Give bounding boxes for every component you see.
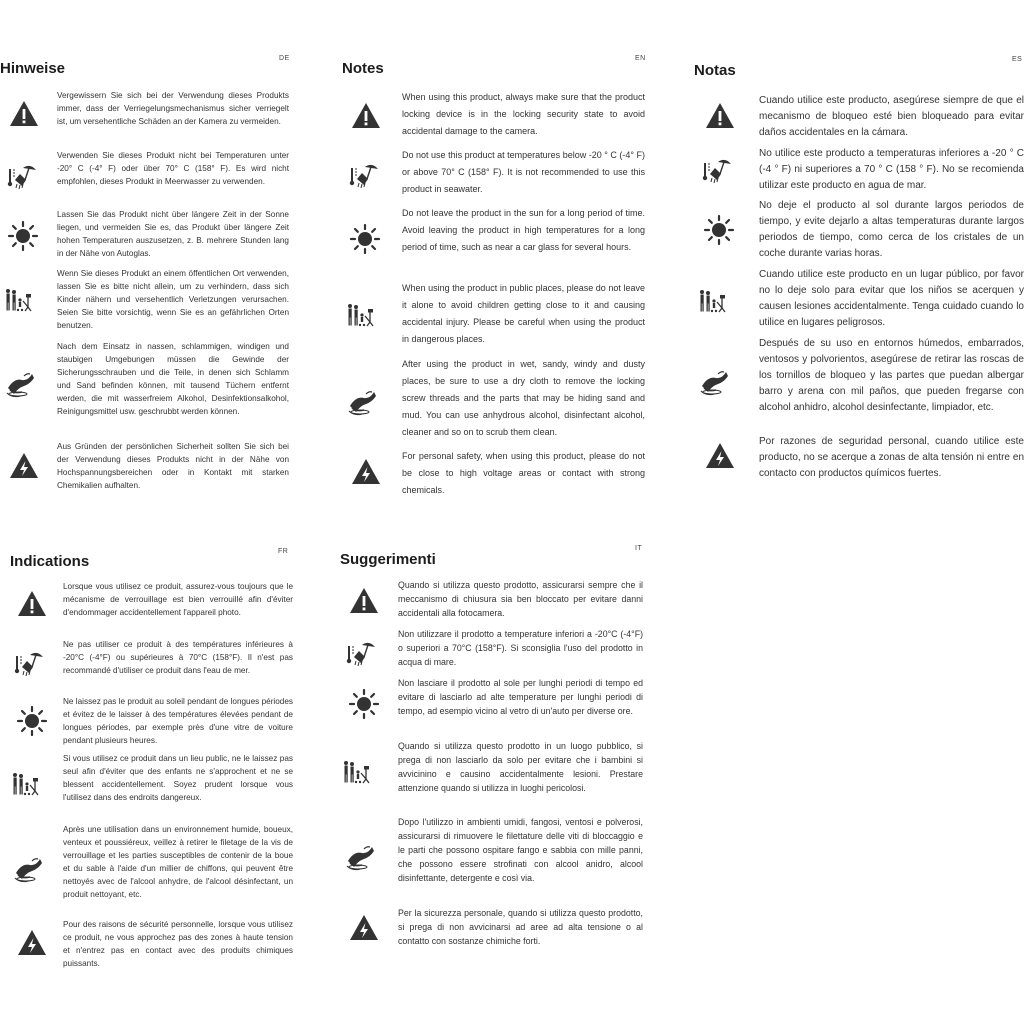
note-text: Después de su uso en entornos húmedos, embarrados, ventosos y polvorientos, asegúrese de retirar las roscas de los tornillos de bloqueo y las partes que puedan albergar barro y arena con mil paños, que pueden fregarse con alcohol anhidro, alcohol desinfectante, limpiador, etc. <box>759 338 1024 413</box>
people-icon <box>11 767 43 799</box>
note-text: When using the product in public places, please do not leave it alone to avoid children getting close to it and causing accidental injury. Please be careful when using the product in dangerous places. <box>402 283 645 344</box>
high-voltage-icon <box>704 440 736 472</box>
note-text: Per la sicurezza personale, quando si utilizza questo prodotto, si prega di non avvicinarsi ad aree ad alta tensione o al contatto con sostanze chimiche forti. <box>398 908 643 946</box>
note-text: Ne laissez pas le produit au soleil pendant de longues périodes et évitez de le laisser à des températures élevées pendant de longues périodes, par exemple près d'une vitre de voiture pendant plusieurs heures. <box>63 697 293 745</box>
high-voltage-icon <box>350 456 382 488</box>
high-voltage-icon <box>16 927 48 959</box>
note-text: Cuando utilice este producto en un lugar público, por favor no lo deje solo para evitar que los niños se acerquen y causen lesiones accidentalmente. Tenga cuidado cuando lo utilice en lugares peligrosos. <box>759 269 1024 328</box>
panel-fr <box>8 545 303 985</box>
temperature-icon <box>348 159 380 191</box>
people-icon <box>346 298 378 330</box>
panel-title-de: Hinweise <box>0 60 66 77</box>
people-icon <box>342 755 374 787</box>
note-text: Non utilizzare il prodotto a temperature inferiori a -20°C (-4°F) o superiori a 70°C (158°F). Si sconsiglia l'uso del prodotto in acqua di mare. <box>398 629 643 667</box>
temperature-icon <box>701 154 733 186</box>
high-voltage-icon <box>348 912 380 944</box>
note-text: Dopo l'utilizzo in ambienti umidi, fangosi, ventosi e polverosi, assicurarsi di rimuovere le filettature delle viti di bloccaggio e le parti che possono ospitare fango e sabbia con mille panni, che possono essere strofinati con alcool anidro, alcool disinfettante, detergente e così via. <box>398 817 643 883</box>
note-text: Ne pas utiliser ce produit à des températures inférieures à -20°C (-4°F) ou supérieures à 70°C (158°F). Il n'est pas recommandé d'utiliser ce produit dans l'eau de mer. <box>63 640 293 675</box>
note-text: Non lasciare il prodotto al sole per lunghi periodi di tempo ed evitare di lasciarlo ad alte temperature per lunghi periodi di tempo, ad esempio vicino al vetro di un'auto per diverse ore. <box>398 678 643 716</box>
panel-it <box>340 545 650 965</box>
cleaning-icon <box>698 366 730 398</box>
warning-icon <box>348 585 380 617</box>
people-icon <box>698 284 730 316</box>
lang-code-de: DE <box>279 55 290 62</box>
temperature-icon <box>345 637 377 669</box>
note-text: Quando si utilizza questo prodotto, assicurarsi sempre che il meccanismo di chiusura sia ben bloccato per evitare danni accidentali alla fotocamera. <box>398 580 643 618</box>
temperature-icon <box>13 647 45 679</box>
note-text: Pour des raisons de sécurité personnelle, lorsque vous utilisez ce produit, ne vous approchez pas des zones à haute tension et n'entrez pas en contact avec des produits chimiques puissants. <box>63 920 293 968</box>
cleaning-icon <box>4 368 36 400</box>
note-text: For personal safety, when using this product, please do not be close to high voltage areas or contact with strong chemicals. <box>402 451 645 495</box>
note-text: Do not leave the product in the sun for a long period of time. Avoid leaving the product in high temperatures for a long period of time, such as near a car glass for several hours. <box>402 208 645 252</box>
sun-icon <box>16 705 48 737</box>
lang-code-en: EN <box>635 55 646 62</box>
note-text: Vergewissern Sie sich bei der Verwendung dieses Produkts immer, dass der Verriegelungsmechanismus sicher verriegelt ist, um versehentliche Schäden an der Kamera zu vermeiden. <box>57 91 289 126</box>
note-text: When using this product, always make sure that the product locking device is in the locking security state to avoid accidental damage to the camera. <box>402 92 645 136</box>
sun-icon <box>7 220 39 252</box>
lang-code-it: IT <box>635 545 643 552</box>
cleaning-icon <box>344 841 376 873</box>
warning-icon <box>704 100 736 132</box>
high-voltage-icon <box>8 450 40 482</box>
note-text: Lassen Sie das Produkt nicht über längere Zeit in der Sonne liegen, und vermeiden Sie es, das Produkt über längere Zeit hohen Temperaturen auszusetzen, z. B. mehrere Stunden lang in der Nähe von Autoglas. <box>57 210 289 258</box>
note-text: Por razones de seguridad personal, cuando utilice este producto, no se acerque a zonas de alta tensión ni entre en contacto con productos químicos fuertes. <box>759 436 1024 479</box>
note-text: Verwenden Sie dieses Produkt nicht bei Temperaturen unter -20° C (-4° F) oder über 70° C (158° F). Es wird nicht empfohlen, dieses Produkt in Meerwasser zu verwenden. <box>57 151 289 186</box>
temperature-icon <box>6 160 38 192</box>
note-text: No deje el producto al sol durante largos periodos de tiempo, y evite dejarlo a altas temperaturas durante largos periodos de tiempo, como cerca de los cristales de un coche durante varias horas. <box>759 200 1024 259</box>
note-text: Après une utilisation dans un environnement humide, boueux, venteux et poussiéreux, veillez à retirer le filetage de la vis de verrouillage et les parties susceptibles de contenir de la boue et du sable à l'aide d'un millier de chiffons, qui peuvent être nettoyés avec de l'alcool anhydre, de l'alcool désinfectant, un produit nettoyant, etc. <box>63 825 293 899</box>
panel-title-it: Suggerimenti <box>340 551 436 568</box>
panel-es <box>694 50 1024 510</box>
note-text: Lorsque vous utilisez ce produit, assurez-vous toujours que le mécanisme de verrouillage est bien verrouillé afin d'éviter d'endommager accidentellement l'appareil photo. <box>63 582 293 617</box>
cleaning-icon <box>12 853 44 885</box>
lang-code-fr: FR <box>278 548 289 555</box>
note-text: Nach dem Einsatz in nassen, schlammigen, windigen und staubigen Umgebungen müssen die Gewinde der Sicherungsschrauben und die Teile, in denen sich Schlamm und Sand befinden können, mit tausend Tüchern entfernt werden, die mit wasserfreiem Alkohol, Desinfektionsalkohol, Reinigungsmittel usw. geschrubbt werden können. <box>57 342 289 416</box>
note-text: After using the product in wet, sandy, windy and dusty places, be sure to use a dry cloth to remove the locking screw threads and the parts that may be hiding sand and mud. You can use anhydrous alcohol, disinfectant alcohol, cleaner and so on to scrub them clean. <box>402 359 645 437</box>
note-text: Do not use this product at temperatures below -20 ° C (-4° F) or above 70° C (158° F). It is not recommended to use this product in seawater. <box>402 150 645 194</box>
note-text: Quando si utilizza questo prodotto in un luogo pubblico, si prega di non lasciarlo da solo per evitare che i bambini si avvicinino e causino accidentalmente lesioni. Prestare attenzione quando si utilizza in luoghi pericolosi. <box>398 741 643 793</box>
people-icon <box>4 283 36 315</box>
panel-title-es: Notas <box>694 62 736 79</box>
panel-title-fr: Indications <box>10 553 90 570</box>
panel-title-en: Notes <box>342 60 384 77</box>
warning-icon <box>16 588 48 620</box>
sun-icon <box>348 688 380 720</box>
sun-icon <box>349 223 381 255</box>
warning-icon <box>350 100 382 132</box>
cleaning-icon <box>346 386 378 418</box>
lang-code-es: ES <box>1012 56 1023 63</box>
note-text: Aus Gründen der persönlichen Sicherheit sollten Sie sich bei der Verwendung dieses Produkts nicht in der Nähe von Hochspannungsbereichen oder in Kontakt mit starken Chemikalien aufhalten. <box>57 442 289 490</box>
note-text: No utilice este producto a temperaturas inferiores a -20 ° C (-4 ° F) ni superiores a 70 ° C (158 ° F). No se recomienda utilizar este producto en agua de mar. <box>759 148 1024 191</box>
note-text: Wenn Sie dieses Produkt an einem öffentlichen Ort verwenden, lassen Sie es bitte nicht allein, um zu verhindern, dass sich Kinder nähern und versehentlich Verletzungen verursachen. Seien Sie bitte vorsichtig, wenn Sie es an gefährlichen Orten benutzen. <box>57 269 289 330</box>
panel-en <box>342 50 652 510</box>
warning-icon <box>8 98 40 130</box>
note-text: Si vous utilisez ce produit dans un lieu public, ne le laissez pas seul afin d'éviter que des enfants ne s'approchent et ne se blessent accidentellement. Soyez prudent lorsque vous l'utilisez dans des endroits dangereux. <box>63 754 293 802</box>
sun-icon <box>703 214 735 246</box>
panel-de <box>0 50 295 510</box>
note-text: Cuando utilice este producto, asegúrese siempre de que el mecanismo de bloqueo esté bien bloqueado para evitar daños accidentales en la cámara. <box>759 95 1024 138</box>
